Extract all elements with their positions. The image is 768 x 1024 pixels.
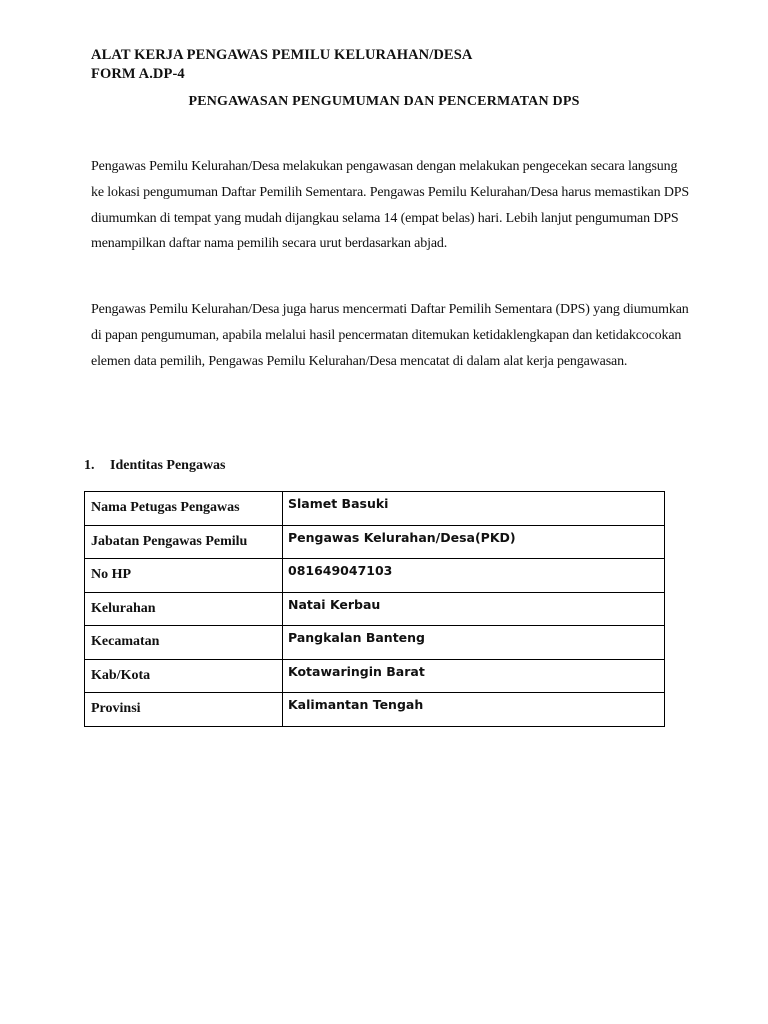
table-row [85, 492, 665, 526]
table-row [85, 659, 665, 693]
section-heading [84, 457, 226, 475]
row-label: Kab/Kota [85, 659, 283, 693]
identity-table [84, 491, 665, 727]
table-row [85, 592, 665, 626]
row-label: Nama Petugas Pengawas [85, 492, 283, 526]
row-value: Kalimantan Tengah [283, 693, 665, 727]
row-label: No HP [85, 559, 283, 593]
row-value: 081649047103 [283, 559, 665, 593]
row-label: Jabatan Pengawas Pemilu [85, 525, 283, 559]
table-row [85, 559, 665, 593]
section-title: Identitas Pengawas [110, 458, 226, 473]
row-value: Pengawas Kelurahan/Desa(PKD) [283, 525, 665, 559]
form-code: FORM A.DP-4 [91, 66, 185, 82]
document-title: PENGAWASAN PENGUMUMAN DAN PENCERMATAN DPS [188, 94, 580, 109]
row-value: Natai Kerbau [283, 592, 665, 626]
row-label: Provinsi [85, 693, 283, 727]
header-line-1: ALAT KERJA PENGAWAS PEMILU KELURAHAN/DESA [91, 47, 473, 63]
table-row [85, 693, 665, 727]
section-number: 1. [84, 458, 95, 473]
row-label: Kecamatan [85, 626, 283, 660]
row-label: Kelurahan [85, 592, 283, 626]
row-value: Slamet Basuki [283, 492, 665, 526]
table-row [85, 626, 665, 660]
paragraph-1: Pengawas Pemilu Kelurahan/Desa melakukan pengawasan dengan melakukan pengecekan secara langsung ke lokasi pengumuman Daftar Pemilih Sementara. Pengawas Pemilu Kelurahan/Desa harus memastikan DPS diumumkan di tempat yang mudah dijangkau selama 14 (empat belas) hari. Lebih lanjut pengumuman DPS menampilkan daftar nama pemilih secara urut berdasarkan abjad. [91, 159, 690, 252]
row-value: Kotawaringin Barat [283, 659, 665, 693]
row-value: Pangkalan Banteng [283, 626, 665, 660]
paragraph-2: Pengawas Pemilu Kelurahan/Desa juga harus mencermati Daftar Pemilih Sementara (DPS) yang diumumkan di papan pengumuman, apabila melalui hasil pencermatan ditemukan ketidaklengkapan dan ketidakcocokan elemen data pemilih, Pengawas Pemilu Kelurahan/Desa mencatat di dalam alat kerja pengawasan. [91, 302, 689, 369]
table-row [85, 525, 665, 559]
